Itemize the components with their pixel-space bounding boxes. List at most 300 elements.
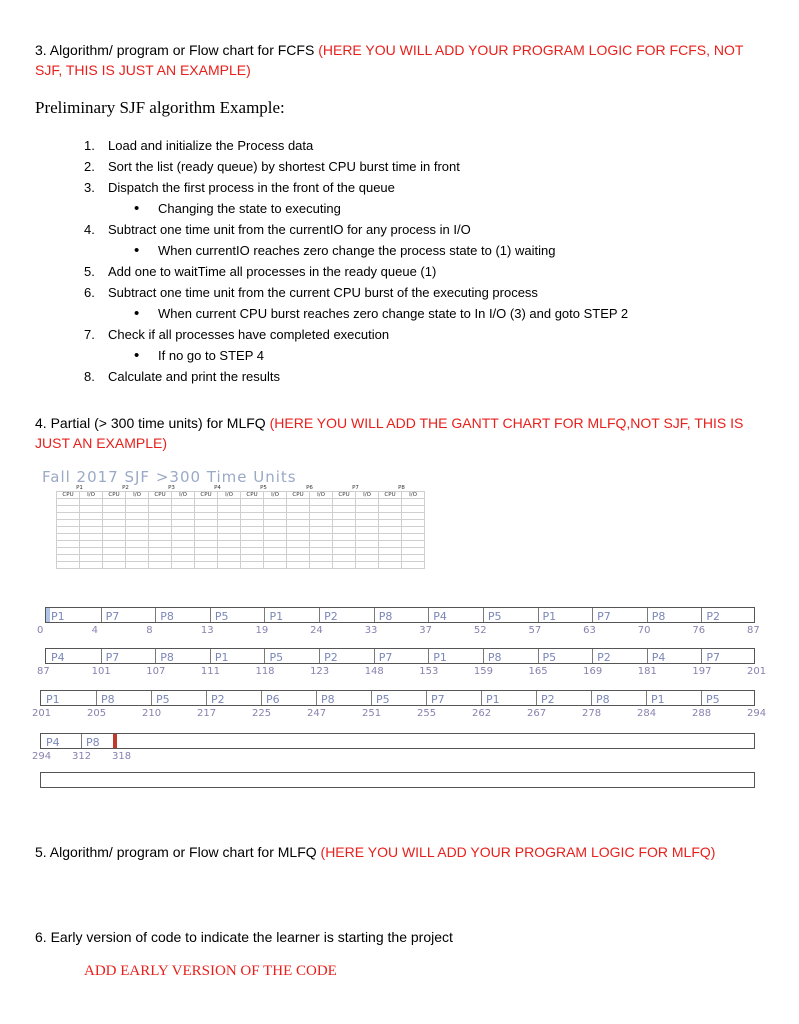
process-cell (264, 562, 287, 569)
gantt-divider (592, 608, 593, 622)
process-cell (126, 548, 149, 555)
gantt-process-label: P6 (266, 693, 280, 706)
gantt-process-label: P5 (269, 651, 284, 664)
process-cell (241, 562, 264, 569)
gantt-divider (536, 691, 537, 705)
process-cell (402, 541, 425, 548)
step-bullet: • If no go to STEP 4 (134, 347, 264, 364)
gantt-process-label: P1 (46, 693, 60, 706)
process-cell (264, 527, 287, 534)
process-cell (57, 520, 80, 527)
process-cell (103, 520, 126, 527)
process-cell (241, 520, 264, 527)
gantt-time-tick: 63 (583, 625, 596, 636)
gantt-divider (96, 691, 97, 705)
process-cell (149, 527, 172, 534)
gantt-divider (264, 608, 265, 622)
gantt-divider (428, 608, 429, 622)
gantt-time-tick: 284 (637, 708, 657, 719)
gantt-divider (647, 608, 648, 622)
process-cell (402, 548, 425, 555)
gantt-row-empty (40, 772, 755, 788)
section-5-heading-note: (HERE YOU WILL ADD YOUR PROGRAM LOGIC FOR MLFQ) (320, 844, 716, 860)
process-cell (241, 534, 264, 541)
process-cell (57, 555, 80, 562)
process-cell (333, 527, 356, 534)
process-cell (57, 513, 80, 520)
process-cell (356, 527, 379, 534)
gantt-process-label: P7 (105, 651, 120, 664)
process-cell (149, 499, 172, 506)
gantt-divider (319, 649, 320, 663)
section-3-heading-note: (HERE YOU WILL ADD YOUR PROGRAM LOGIC FOR FCFS, NOT SJF, THIS IS JUST AN EXAMPLE) (35, 42, 744, 78)
process-cell (80, 527, 103, 534)
process-cell (310, 555, 333, 562)
process-cell (356, 555, 379, 562)
process-cell (356, 506, 379, 513)
process-cell (333, 499, 356, 506)
process-cell (379, 541, 402, 548)
section-4-heading-text: 4. Partial (> 300 time units) for MLFQ (35, 415, 266, 431)
process-cell (379, 506, 402, 513)
process-cell (287, 499, 310, 506)
process-cell (402, 534, 425, 541)
gantt-process-label: P1 (269, 610, 284, 623)
process-cell (379, 527, 402, 534)
process-subheader: I/O (218, 492, 241, 499)
process-cell (402, 562, 425, 569)
process-cell (57, 534, 80, 541)
gantt-process-label: P4 (651, 651, 666, 664)
gantt-time-tick: 278 (582, 708, 602, 719)
gantt-process-label: P8 (86, 736, 100, 749)
process-cell (57, 506, 80, 513)
gantt-time-tick: 251 (362, 708, 382, 719)
process-table (56, 485, 468, 569)
gantt-divider (264, 649, 265, 663)
process-subheader: CPU (241, 492, 264, 499)
process-subheader: CPU (287, 492, 310, 499)
process-cell (264, 499, 287, 506)
process-cell (149, 555, 172, 562)
process-cell (287, 513, 310, 520)
process-cell (356, 562, 379, 569)
gantt-divider (316, 691, 317, 705)
process-cell (287, 555, 310, 562)
step-item: 2. Sort the list (ready queue) by shortest CPU burst time in front (84, 159, 460, 174)
gantt-process-label: P8 (651, 610, 666, 623)
process-subheader: I/O (126, 492, 149, 499)
process-cell (287, 562, 310, 569)
process-subheader: I/O (172, 492, 195, 499)
process-cell (241, 555, 264, 562)
gantt-process-label: P2 (541, 693, 555, 706)
gantt-process-label: P1 (542, 610, 557, 623)
gantt-divider (426, 691, 427, 705)
process-cell (379, 548, 402, 555)
process-cell (172, 534, 195, 541)
process-cell (264, 534, 287, 541)
process-cell (218, 562, 241, 569)
process-cell (57, 562, 80, 569)
process-cell (172, 520, 195, 527)
process-cell (356, 513, 379, 520)
process-cell (402, 555, 425, 562)
process-cell (103, 527, 126, 534)
process-cell (310, 541, 333, 548)
gantt-divider (646, 691, 647, 705)
gantt-divider (101, 649, 102, 663)
gantt-process-label: P1 (51, 610, 65, 623)
process-cell (149, 548, 172, 555)
section-5-heading (35, 842, 775, 862)
process-subheader: CPU (195, 492, 218, 499)
gantt-divider (210, 608, 211, 622)
gantt-divider (101, 608, 102, 622)
gantt-process-label: P7 (597, 610, 611, 623)
process-cell (310, 513, 333, 520)
process-cell (172, 541, 195, 548)
process-header: P2 (122, 485, 129, 491)
process-cell (126, 555, 149, 562)
gantt-time-tick: 70 (637, 625, 651, 636)
gantt-time-tick: 118 (255, 666, 275, 677)
gantt-row-3 (40, 690, 755, 706)
process-cell (149, 562, 172, 569)
process-cell (310, 506, 333, 513)
process-cell (195, 534, 218, 541)
process-cell (218, 513, 241, 520)
step-bullet: • When currentIO reaches zero change the process state to (1) waiting (134, 242, 556, 259)
process-cell (149, 541, 172, 548)
gantt-process-label: P5 (214, 610, 229, 623)
process-cell (103, 513, 126, 520)
section-6-heading: 6. Early version of code to indicate the learner is starting the project (35, 929, 453, 945)
gantt-process-label: P2 (324, 651, 338, 664)
gantt-divider (371, 691, 372, 705)
process-cell (241, 506, 264, 513)
process-cell (333, 534, 356, 541)
process-header: P6 (306, 485, 313, 491)
process-header: P3 (168, 485, 175, 491)
gantt-divider (374, 649, 375, 663)
gantt-time-tick: 267 (527, 708, 547, 719)
step-item: 7. Check if all processes have completed execution (84, 327, 390, 342)
gantt-process-label: P8 (101, 693, 115, 706)
gantt-time-tick: 262 (472, 708, 492, 719)
gantt-divider (155, 649, 156, 663)
gantt-process-label: P2 (706, 610, 721, 623)
gantt-time-tick: 123 (310, 666, 330, 677)
process-cell (264, 548, 287, 555)
process-cell (126, 562, 149, 569)
gantt-divider (483, 649, 484, 663)
gantt-divider (701, 608, 702, 622)
gantt-process-label: P2 (324, 610, 338, 623)
gantt-divider (206, 691, 207, 705)
gantt-divider (261, 691, 262, 705)
process-cell (379, 534, 402, 541)
gantt-process-label: P7 (378, 651, 393, 664)
gantt-process-label: P8 (160, 651, 174, 664)
process-cell (80, 562, 103, 569)
section-3-heading (35, 40, 765, 80)
process-cell (287, 541, 310, 548)
process-cell (57, 541, 80, 548)
section-4-heading (35, 413, 765, 453)
handwritten-title: Fall 2017 SJF >300 Time Units (42, 468, 297, 486)
gantt-process-label: P1 (651, 693, 665, 706)
gantt-time-tick: 33 (364, 625, 378, 636)
process-cell (333, 548, 356, 555)
gantt-divider (591, 691, 592, 705)
process-cell (126, 499, 149, 506)
process-cell (241, 541, 264, 548)
process-cell (80, 534, 103, 541)
gantt-time-tick: 247 (307, 708, 327, 719)
gantt-time-tick: 153 (419, 666, 439, 677)
process-cell (195, 527, 218, 534)
gantt-process-label: P5 (376, 693, 390, 706)
gantt-time-tick: 159 (473, 666, 494, 677)
gantt-process-label: P8 (596, 693, 610, 706)
process-cell (264, 513, 287, 520)
gantt-time-tick: 4 (91, 625, 98, 636)
process-cell (103, 562, 126, 569)
process-cell (126, 534, 149, 541)
process-cell (172, 555, 195, 562)
process-cell (402, 506, 425, 513)
process-cell (379, 555, 402, 562)
process-cell (241, 527, 264, 534)
gantt-time-tick: 8 (146, 625, 153, 636)
gantt-row-4 (40, 733, 755, 749)
process-cell (149, 513, 172, 520)
process-cell (149, 534, 172, 541)
process-cell (103, 534, 126, 541)
gantt-process-label: P2 (211, 693, 225, 706)
process-cell (333, 562, 356, 569)
process-cell (195, 520, 218, 527)
process-cell (287, 534, 310, 541)
process-cell (80, 499, 103, 506)
process-cell (195, 555, 218, 562)
process-cell (80, 520, 103, 527)
process-cell (241, 499, 264, 506)
process-cell (80, 548, 103, 555)
gantt-divider (428, 649, 429, 663)
gantt-time-tick: 37 (419, 625, 433, 636)
process-cell (287, 506, 310, 513)
process-cell (172, 506, 195, 513)
process-cell (57, 548, 80, 555)
gantt-time-tick: 52 (473, 625, 487, 636)
gantt-time-tick: 288 (692, 708, 712, 719)
gantt-time-tick: 255 (417, 708, 437, 719)
gantt-time-tick: 197 (692, 666, 712, 677)
process-cell (356, 541, 379, 548)
process-subheader: CPU (333, 492, 356, 499)
process-cell (264, 520, 287, 527)
gantt-divider (483, 608, 484, 622)
gantt-process-label: P5 (706, 693, 720, 706)
process-cell (218, 541, 241, 548)
process-cell (172, 527, 195, 534)
process-cell (80, 555, 103, 562)
process-cell (126, 527, 149, 534)
process-cell (310, 520, 333, 527)
process-cell (333, 513, 356, 520)
process-cell (80, 506, 103, 513)
process-cell (379, 513, 402, 520)
process-subheader: CPU (149, 492, 172, 499)
gantt-divider (151, 691, 152, 705)
step-item: 4. Subtract one time unit from the currentIO for any process in I/O (84, 222, 471, 237)
step-item: 8. Calculate and print the results (84, 369, 280, 384)
gantt-time-tick: 87 (37, 666, 50, 677)
process-subheader: I/O (356, 492, 379, 499)
process-cell (218, 555, 241, 562)
process-header: P4 (214, 485, 221, 491)
step-item: 1. Load and initialize the Process data (84, 138, 314, 153)
process-cell (333, 541, 356, 548)
process-cell (172, 562, 195, 569)
process-cell (103, 541, 126, 548)
gantt-time-tick: 225 (252, 708, 272, 719)
gantt-time-tick: 217 (197, 708, 217, 719)
preliminary-subheading: Preliminary SJF algorithm Example: (35, 98, 285, 117)
process-cell (264, 506, 287, 513)
gantt-divider (481, 691, 482, 705)
gantt-time-tick: 13 (200, 625, 214, 636)
process-cell (126, 506, 149, 513)
gantt-time-tick: 111 (200, 666, 220, 677)
process-cell (241, 513, 264, 520)
gantt-time-tick: 76 (692, 625, 706, 636)
process-cell (310, 548, 333, 555)
gantt-process-label: P2 (597, 651, 611, 664)
process-cell (218, 520, 241, 527)
process-subheader: I/O (80, 492, 103, 499)
gantt-time-tick: 87 (747, 625, 760, 636)
gantt-process-label: P7 (431, 693, 445, 706)
gantt-time-tick: 201 (747, 666, 767, 677)
process-header: P7 (352, 485, 359, 491)
gantt-time-tick: 165 (528, 666, 548, 677)
process-cell (287, 527, 310, 534)
process-cell (402, 527, 425, 534)
gantt-divider (210, 649, 211, 663)
process-cell (80, 541, 103, 548)
gantt-process-label: P4 (46, 736, 60, 749)
process-cell (172, 499, 195, 506)
gantt-process-label: P8 (321, 693, 335, 706)
process-cell (195, 562, 218, 569)
gantt-time-tick: 57 (528, 625, 542, 636)
gantt-time-tick: 294 (32, 751, 52, 762)
early-code-note: ADD EARLY VERSION OF THE CODE (84, 963, 337, 979)
process-cell (379, 562, 402, 569)
process-cell (310, 534, 333, 541)
process-subheader: CPU (103, 492, 126, 499)
process-cell (241, 548, 264, 555)
process-cell (195, 548, 218, 555)
process-cell (195, 499, 218, 506)
gantt-divider (701, 649, 702, 663)
process-cell (103, 499, 126, 506)
step-item: 6. Subtract one time unit from the current CPU burst of the executing process (84, 285, 538, 300)
gantt-process-label: P5 (487, 610, 502, 623)
process-cell (356, 499, 379, 506)
gantt-time-tick: 107 (146, 666, 166, 677)
process-cell (287, 548, 310, 555)
gantt-process-label: P7 (706, 651, 721, 664)
process-cell (379, 520, 402, 527)
process-cell (103, 506, 126, 513)
gantt-process-label: P4 (51, 651, 65, 664)
gantt-divider (538, 649, 539, 663)
gantt-time-tick: 294 (747, 708, 767, 719)
gantt-divider (374, 608, 375, 622)
process-cell (195, 513, 218, 520)
process-header: P5 (260, 485, 267, 491)
process-cell (172, 548, 195, 555)
gantt-process-label: P8 (160, 610, 174, 623)
gantt-divider (592, 649, 593, 663)
process-cell (103, 548, 126, 555)
gantt-time-tick: 312 (72, 751, 92, 762)
process-cell (356, 534, 379, 541)
process-cell (149, 506, 172, 513)
gantt-time-tick: 201 (32, 708, 52, 719)
gantt-time-tick: 318 (112, 751, 132, 762)
process-subheader: I/O (310, 492, 333, 499)
section-5-heading-text: 5. Algorithm/ program or Flow chart for MLFQ (35, 844, 317, 860)
process-header: P1 (76, 485, 83, 491)
process-cell (402, 513, 425, 520)
gantt-row-2 (45, 648, 755, 664)
step-item: 3. Dispatch the first process in the front of the queue (84, 180, 395, 195)
process-subheader: I/O (402, 492, 425, 499)
process-cell (126, 513, 149, 520)
algorithm-steps-list (84, 135, 764, 387)
gantt-process-label: P5 (156, 693, 170, 706)
process-data-table (56, 485, 425, 569)
process-cell (402, 520, 425, 527)
process-cell (356, 520, 379, 527)
gantt-process-label: P8 (378, 610, 393, 623)
process-cell (333, 520, 356, 527)
process-cell (218, 506, 241, 513)
process-cell (310, 499, 333, 506)
process-subheader: CPU (379, 492, 402, 499)
process-cell (149, 520, 172, 527)
process-cell (172, 513, 195, 520)
gantt-divider (701, 691, 702, 705)
process-cell (218, 534, 241, 541)
process-cell (333, 555, 356, 562)
gantt-end-marker (113, 734, 117, 748)
process-cell (195, 541, 218, 548)
process-cell (310, 562, 333, 569)
process-cell (310, 527, 333, 534)
process-cell (287, 520, 310, 527)
gantt-process-label: P1 (486, 693, 500, 706)
process-cell (402, 499, 425, 506)
step-bullet: • Changing the state to executing (134, 200, 341, 217)
gantt-divider (81, 734, 82, 748)
gantt-process-label: P1 (214, 651, 229, 664)
